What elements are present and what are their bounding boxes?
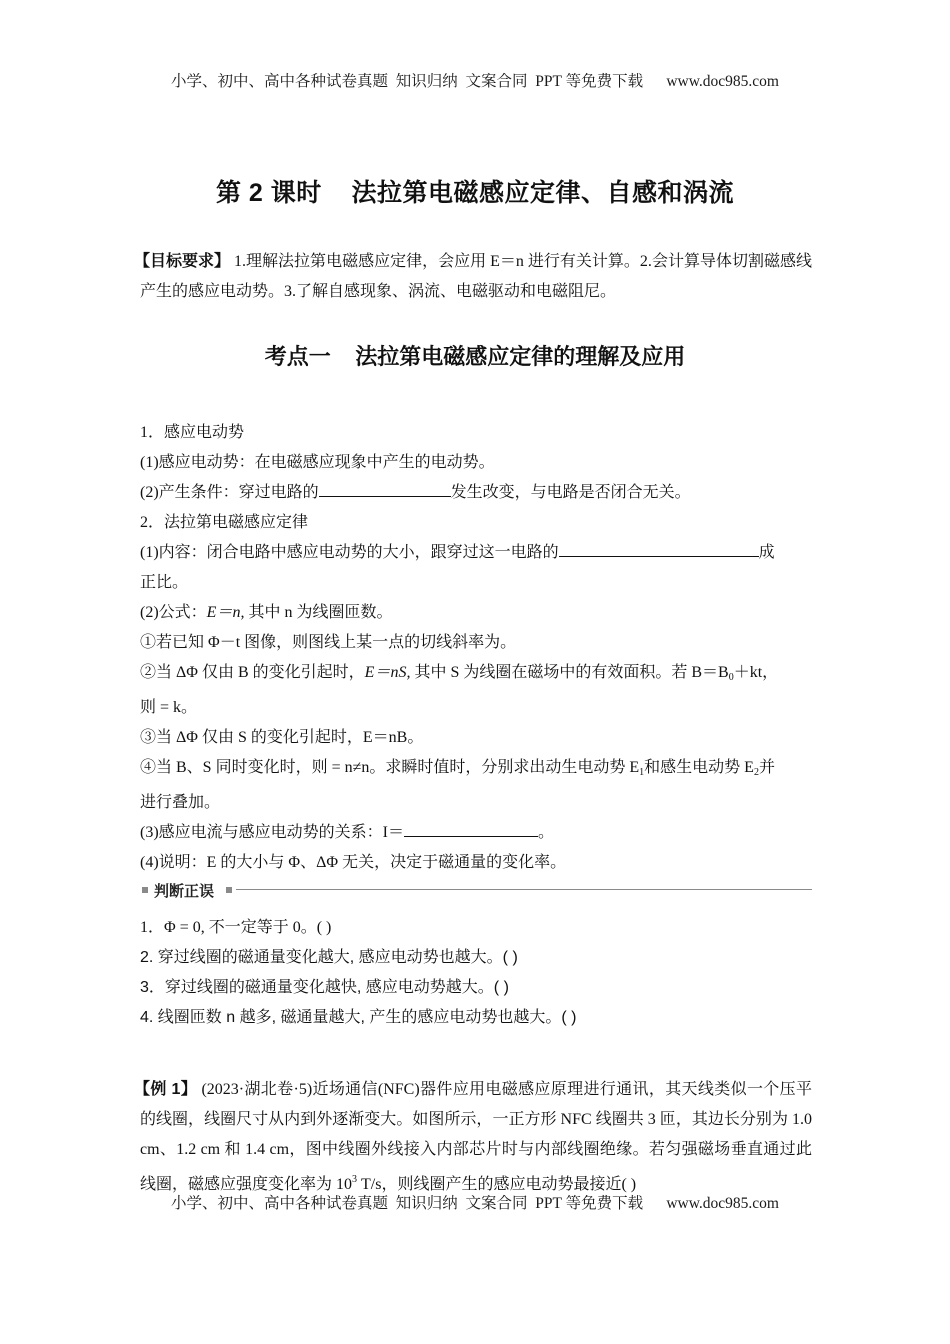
example-text-b: T/s，则线圈产生的感应电动势最接近( ) xyxy=(357,1176,637,1193)
current-pre: (3)感应电流与感应电动势的关系：I＝ xyxy=(140,824,404,841)
judge-item: 3．穿过线圈的磁通量变化越快, 感应电动势越大。( ) xyxy=(140,979,509,996)
divider-line xyxy=(236,889,812,890)
case-1: ①若已知 Φ－t 图像，则图线上某一点的切线斜率为。 xyxy=(140,634,517,651)
example-tag: 【例 1】 xyxy=(134,1081,198,1098)
content-body xyxy=(140,418,812,878)
case-2-c: ＋kt， xyxy=(733,664,779,681)
judge-item: 2. 穿过线圈的磁通量变化越大, 感应电动势也越大。( ) xyxy=(140,949,518,966)
header-text: 小学、初中、高中各种试卷真题 知识归纳 文案合同 PPT 等免费下载 xyxy=(171,73,644,90)
para-formula xyxy=(140,598,812,628)
footer-site: www.doc985.com xyxy=(666,1195,779,1212)
heading-emf: 1．感应电动势 xyxy=(140,424,245,441)
case-2-sub: 0 xyxy=(728,672,734,683)
fill-blank-3[interactable] xyxy=(404,820,538,837)
case-4-c: 并 xyxy=(758,759,775,776)
content-pre: (1)内容：闭合电路中感应电动势的大小，跟穿过这一电路的 xyxy=(140,544,559,561)
heading-faraday: 2．法拉第电磁感应定律 xyxy=(140,514,309,531)
header-site: www.doc985.com xyxy=(666,73,779,90)
formula-e: E＝n, xyxy=(206,604,245,621)
case-2-a: ②当 ΔΦ 仅由 B 的变化引起时， xyxy=(140,664,365,681)
current-post: 。 xyxy=(538,824,555,841)
case-4-b: 和感生电动势 E xyxy=(644,759,754,776)
judge-item: 1．Φ = 0, 不一定等于 0。( ) xyxy=(140,919,332,936)
judge-label: 判断正误 xyxy=(154,883,215,900)
content-post: 成 xyxy=(758,544,775,561)
case-2 xyxy=(140,658,812,693)
formula-post: 其中 n 为线圈匝数。 xyxy=(244,604,393,621)
example-text-a: (2023·湖北卷·5)近场通信(NFC)器件应用电磁感应原理进行通讯，其天线类似一个压平的线圈，线圈尺寸从内到外逐渐变大。如图所示，一正方形 NFC 线圈共 3 匝，其边长分别为 1.0 cm、1.2 cm 和 1.4 cm，图中线圈外线接入内部芯片时与内部线圈绝缘。若匀强磁场垂直通过此线圈，磁感应强度变化率为 10 xyxy=(140,1081,812,1193)
para-current xyxy=(140,818,812,848)
formula-pre: (2)公式： xyxy=(140,604,207,621)
page-title: 第 2 课时 法拉第电磁感应定律、自感和涡流 xyxy=(215,179,735,207)
judge-list xyxy=(140,913,812,1033)
para-content-cont: 正比。 xyxy=(140,574,189,591)
fill-blank-1[interactable] xyxy=(319,480,451,497)
case-4-sub2: 2 xyxy=(753,767,759,778)
footer-text: 小学、初中、高中各种试卷真题 知识归纳 文案合同 PPT 等免费下载 xyxy=(171,1195,644,1212)
para-emf-def: (1)感应电动势：在电磁感应现象中产生的电动势。 xyxy=(140,454,495,471)
example-sup: 3 xyxy=(352,1174,358,1185)
case-3: ③当 ΔΦ 仅由 S 的变化引起时，E＝nB。 xyxy=(140,729,424,746)
case-4-sub1: 1 xyxy=(639,767,645,778)
case-2-cont: 则 = k。 xyxy=(140,699,198,716)
bullet-square-icon xyxy=(142,887,148,893)
condition-pre: (2)产生条件：穿过电路的 xyxy=(140,484,319,501)
judge-section-bar xyxy=(140,880,812,900)
section-title: 考点一 法拉第电磁感应定律的理解及应用 xyxy=(264,344,686,369)
case-2-formula: E＝nS, xyxy=(364,664,411,681)
page-header xyxy=(0,69,950,91)
judge-item: 4. 线圈匝数 n 越多, 磁通量越大, 产生的感应电动势也越大。( ) xyxy=(140,1009,577,1026)
goal-tag: 【目标要求】 xyxy=(134,253,231,270)
goal-text: 1.理解法拉第电磁感应定律，会应用 E＝n 进行有关计算。2.会计算导体切割磁感线产生的感应电动势。3.了解自感现象、涡流、电磁驱动和电磁阻尼。 xyxy=(140,253,812,300)
para-condition xyxy=(140,478,812,508)
example-1 xyxy=(134,1075,812,1200)
case-2-b: 其中 S 为线圈在磁场中的有效面积。若 B＝B xyxy=(410,664,729,681)
para-content xyxy=(140,538,812,568)
fill-blank-2[interactable] xyxy=(559,540,759,557)
bullet-square-icon xyxy=(226,887,232,893)
case-4 xyxy=(140,753,812,788)
learning-goals xyxy=(134,247,812,307)
case-4-a: ④当 B、S 同时变化时，则 = n≠n。求瞬时值时，分别求出动生电动势 E xyxy=(140,759,640,776)
case-4-cont: 进行叠加。 xyxy=(140,794,221,811)
para-note: (4)说明：E 的大小与 Φ、ΔΦ 无关，决定于磁通量的变化率。 xyxy=(140,854,567,871)
page-footer xyxy=(0,1191,950,1213)
condition-post: 发生改变，与电路是否闭合无关。 xyxy=(450,484,691,501)
